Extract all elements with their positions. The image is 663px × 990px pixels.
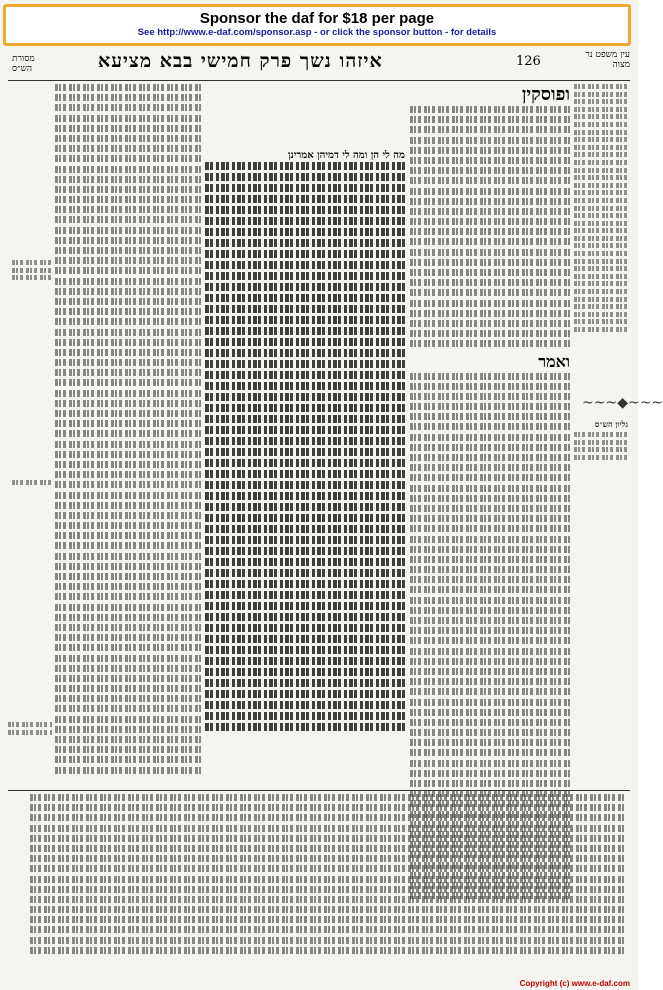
gemara-column bbox=[205, 150, 405, 780]
opening-word-veamar: ואמר bbox=[538, 351, 570, 371]
page-title: איזהו נשך פרק חמישי בבא מציעא bbox=[98, 50, 383, 72]
left-margin-note-3 bbox=[8, 722, 52, 737]
left-margin-note-1 bbox=[12, 260, 52, 283]
bottom-commentary bbox=[30, 794, 625, 974]
rashi-column bbox=[410, 84, 570, 784]
header-divider bbox=[8, 80, 630, 81]
tosafot-column bbox=[55, 84, 201, 784]
ein-mishpat-label: עין משפט נר מצוה bbox=[585, 50, 630, 70]
ornament-divider: ~~~◆~~~ bbox=[582, 395, 663, 411]
gemara-heading: מה לי הן ומה לי דמיהן אמרינן bbox=[287, 150, 405, 161]
sponsor-title[interactable]: Sponsor the daf for $18 per page bbox=[199, 10, 435, 27]
gilyon-hashas-label: גליון הש״ס bbox=[594, 419, 628, 429]
sponsor-subtitle[interactable]: See http://www.e-daf.com/sponsor.asp - or click the sponsor button - for details bbox=[137, 27, 497, 38]
left-margin-note-2 bbox=[12, 480, 52, 488]
opening-word-rashi: ופוסקין bbox=[521, 84, 570, 105]
ein-mishpat-column bbox=[574, 84, 630, 444]
masoret-label: מסורת הש״ס bbox=[12, 54, 35, 74]
bottom-divider bbox=[8, 790, 630, 791]
page-header bbox=[8, 50, 630, 78]
sponsor-banner[interactable] bbox=[3, 4, 631, 46]
page-number: 126 bbox=[516, 54, 541, 69]
gilyon-hashas-column bbox=[574, 432, 630, 472]
copyright-notice[interactable]: Copyright (c) www.e-daf.com bbox=[519, 979, 630, 988]
